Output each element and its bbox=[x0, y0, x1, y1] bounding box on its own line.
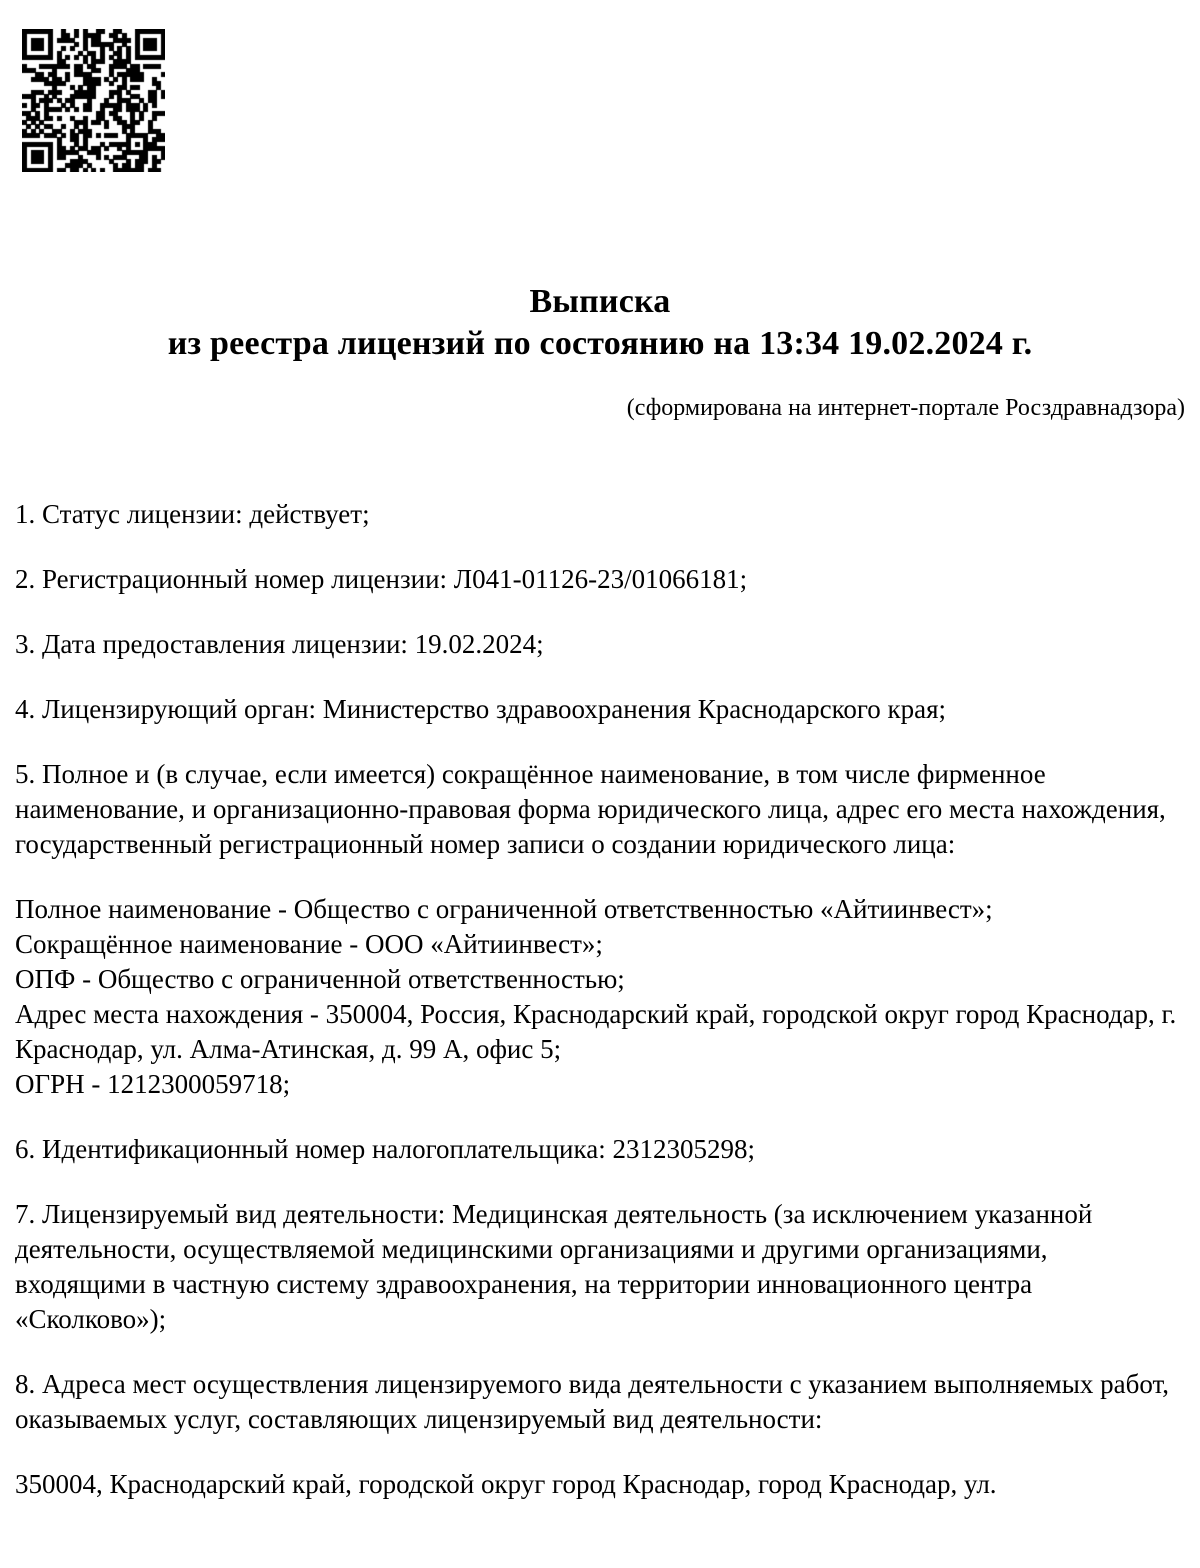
qr-code bbox=[22, 29, 165, 172]
paragraph-activity-address: 350004, Краснодарский край, городской округ город Краснодар, город Краснодар, ул. bbox=[15, 1469, 997, 1499]
org-full-name: Полное наименование - Общество с ограниченной ответственностью «Айтиинвест»; bbox=[15, 894, 993, 924]
paragraph-license-status: 1. Статус лицензии: действует; bbox=[15, 499, 370, 529]
document-subtitle: (сформирована на интернет-портале Росздравнадзора) bbox=[626, 395, 1185, 421]
paragraph-licensing-authority: 4. Лицензирующий орган: Министерство здравоохранения Краснодарского края; bbox=[15, 694, 947, 724]
paragraph-taxpayer-inn: 6. Идентификационный номер налогоплательщика: 2312305298; bbox=[15, 1134, 755, 1164]
title-line-2: из реестра лицензий по состоянию на 13:34 19.02.2024 г. bbox=[167, 325, 1033, 362]
org-details-block bbox=[15, 892, 1185, 1102]
document-body bbox=[15, 497, 1185, 1532]
document-title bbox=[0, 281, 1200, 365]
paragraph-license-grant-date: 3. Дата предоставления лицензии: 19.02.2024; bbox=[15, 629, 544, 659]
paragraph-org-info-heading: 5. Полное и (в случае, если имеется) сокращённое наименование, в том числе фирменное наименование, и организационно-правовая форма юридического лица, адрес его места нахождения, государственный регистрационный номер записи о создании юридического лица: bbox=[15, 759, 1166, 859]
org-legal-form: ОПФ - Общество с ограниченной ответственностью; bbox=[15, 964, 625, 994]
org-short-name: Сокращённое наименование - ООО «Айтиинвест»; bbox=[15, 929, 603, 959]
title-line-1: Выписка bbox=[529, 283, 671, 320]
paragraph-activity-addresses-heading: 8. Адреса мест осуществления лицензируемого вида деятельности с указанием выполняемых работ, оказываемых услуг, составляющих лицензируемый вид деятельности: bbox=[15, 1369, 1170, 1434]
org-address: Адрес места нахождения - 350004, Россия, Краснодарский край, городской округ город Краснодар, г. Краснодар, ул. Алма-Атинская, д. 99 А, офис 5; bbox=[15, 999, 1177, 1064]
org-ogrn: ОГРН - 1212300059718; bbox=[15, 1069, 291, 1099]
paragraph-registration-number: 2. Регистрационный номер лицензии: Л041-01126-23/01066181; bbox=[15, 564, 748, 594]
paragraph-licensed-activity: 7. Лицензируемый вид деятельности: Медицинская деятельность (за исключением указанной деятельности, осуществляемой медицинскими организациями и другими организациями, входящими в частную систему здравоохранения, на территории инновационного центра «Сколково»); bbox=[15, 1199, 1093, 1334]
